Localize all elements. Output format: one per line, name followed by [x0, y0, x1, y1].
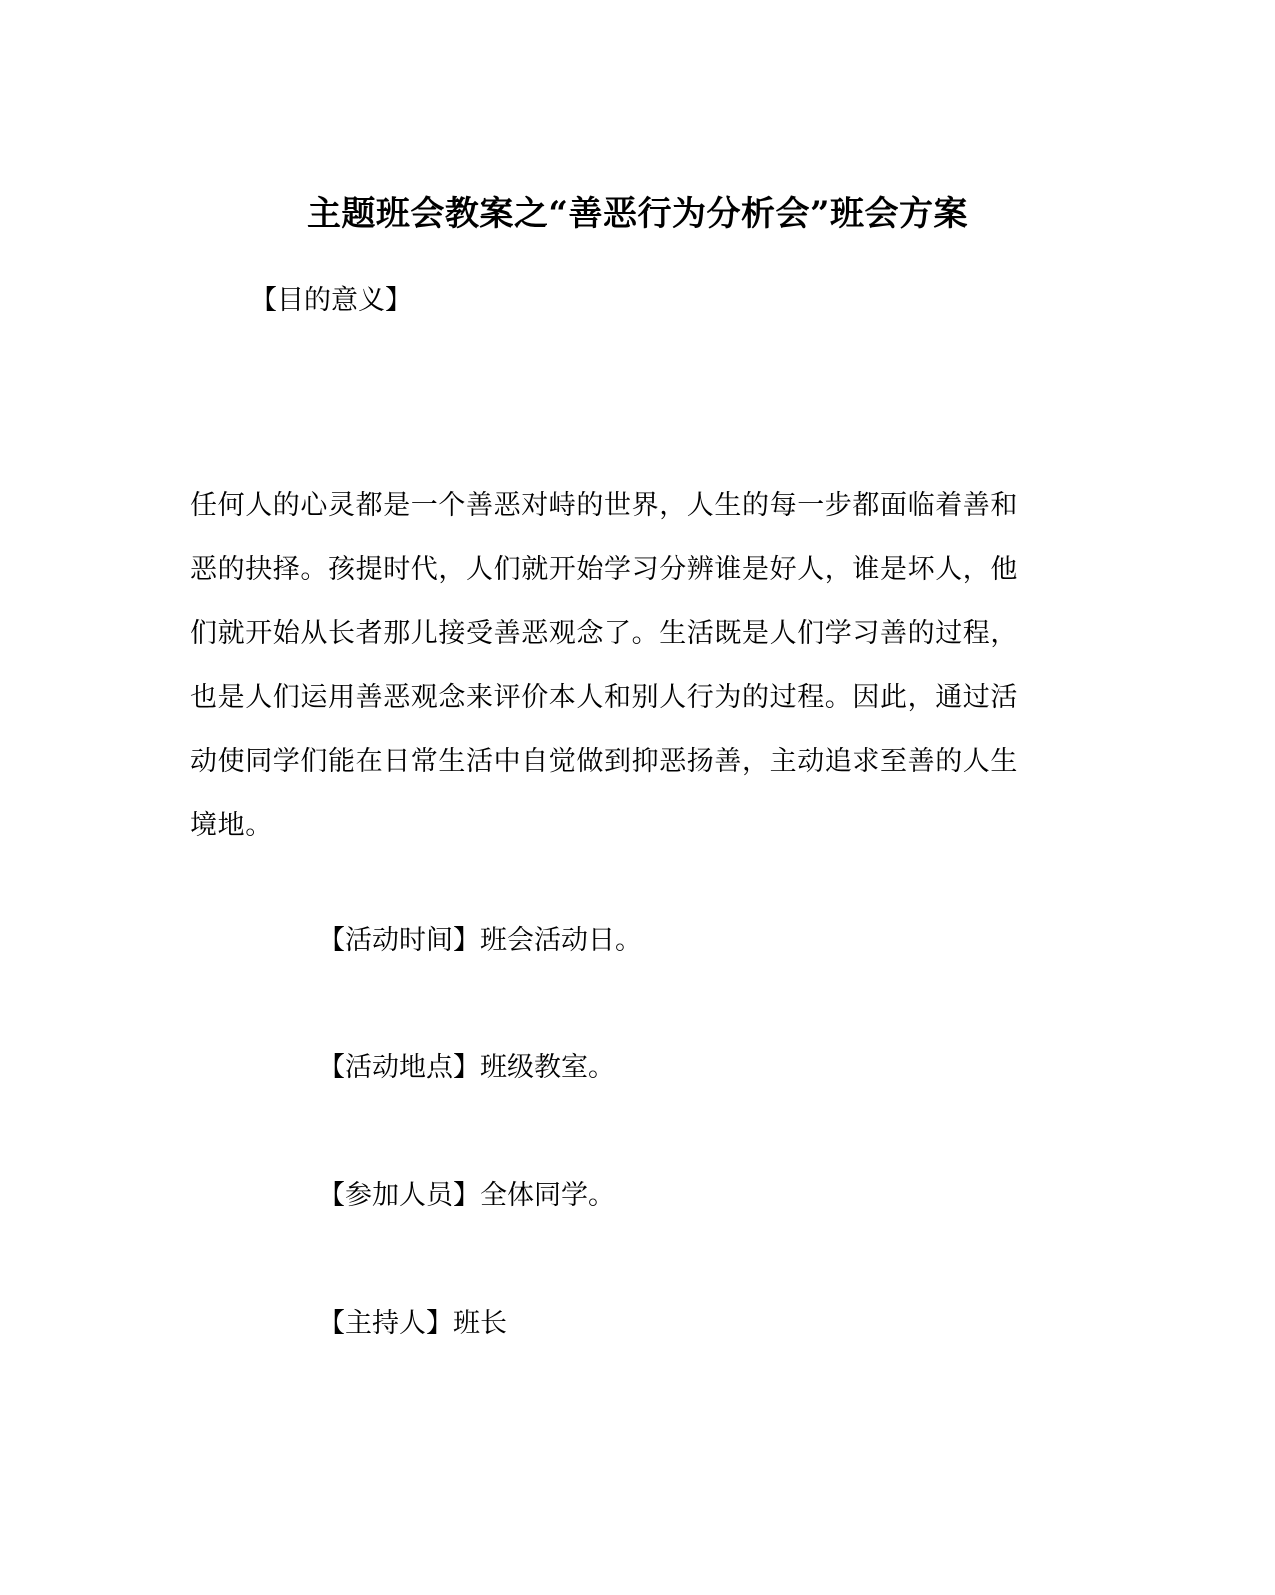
- page-title: 主题班会教案之“善恶行为分析会”班会方案: [306, 193, 969, 234]
- paragraph-line: 境地。: [190, 810, 273, 841]
- purpose-paragraph: [190, 474, 1050, 858]
- paragraph-line: 也是人们运用善恶观念来评价本人和别人行为的过程。因此，通过活: [190, 682, 1018, 713]
- paragraph-line: 动使同学们能在日常生活中自觉做到抑恶扬善，主动追求至善的人生: [190, 746, 1018, 777]
- paragraph-line: 们就开始从长者那儿接受善恶观念了。生活既是人们学习善的过程，: [190, 618, 1018, 649]
- participants: 【参加人员】全体同学。: [318, 1180, 615, 1211]
- host: 【主持人】班长: [318, 1308, 507, 1339]
- paragraph-line: 恶的抉择。孩提时代，人们就开始学习分辨谁是好人，谁是坏人，他: [190, 554, 1018, 585]
- paragraph-line: 任何人的心灵都是一个善恶对峙的世界，人生的每一步都面临着善和: [190, 490, 1018, 521]
- activity-place: 【活动地点】班级教室。: [318, 1052, 615, 1083]
- purpose-heading: 【目的意义】: [250, 285, 412, 316]
- activity-time: 【活动时间】班会活动日。: [318, 925, 642, 956]
